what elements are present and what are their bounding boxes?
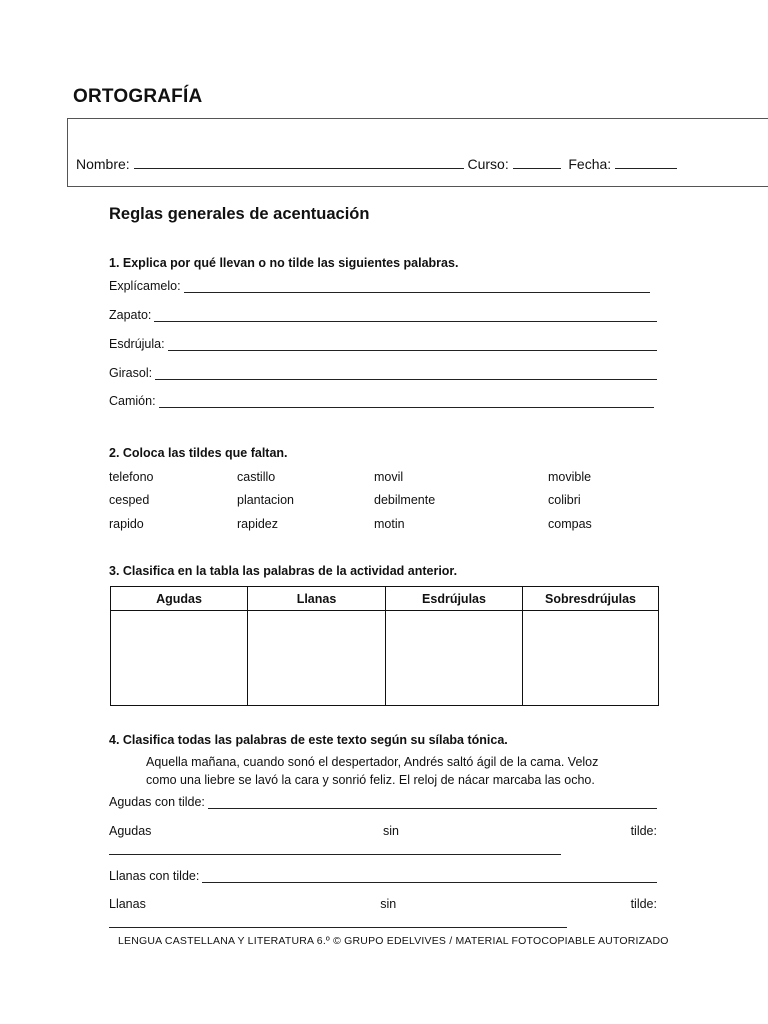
word: rapido <box>109 517 144 531</box>
word-label: Explícamelo: <box>109 279 181 293</box>
curso-field[interactable] <box>513 154 561 169</box>
classification-table <box>110 586 659 706</box>
answer-line-3[interactable] <box>109 337 657 351</box>
answer-rule[interactable] <box>184 281 650 293</box>
label-word: sin <box>380 897 397 911</box>
label-word: tilde: <box>630 897 657 911</box>
text-paragraph-line: como una liebre se lavó la cara y sonrió feliz. El reloj de nácar marcaba las ocho. <box>146 773 595 787</box>
answer-rule[interactable] <box>155 368 657 380</box>
column-header-esdrujulas: Esdrújulas <box>386 587 523 611</box>
student-info-box <box>67 118 768 187</box>
llanas-sin-tilde-rule[interactable] <box>109 915 567 928</box>
label-word: Llanas <box>109 897 146 911</box>
answer-line-4[interactable] <box>109 366 657 380</box>
label-word: sin <box>383 824 399 838</box>
column-header-agudas: Agudas <box>111 587 248 611</box>
llanas-con-tilde-line[interactable] <box>109 869 657 883</box>
agudas-con-tilde-line[interactable] <box>109 795 657 809</box>
answer-rule[interactable] <box>202 871 657 883</box>
llanas-con-tilde-label: Llanas con tilde: <box>109 869 200 883</box>
llanas-sin-tilde-label <box>109 897 657 911</box>
table-cell-sobresdrujulas[interactable] <box>523 611 659 706</box>
word: castillo <box>237 470 276 484</box>
student-info-line <box>76 154 677 172</box>
word-label: Girasol: <box>109 366 153 380</box>
section-heading: Reglas generales de acentuación <box>109 205 370 223</box>
column-header-llanas: Llanas <box>248 587 386 611</box>
word: debilmente <box>374 493 436 507</box>
answer-rule[interactable] <box>208 797 657 809</box>
word-label: Zapato: <box>109 308 152 322</box>
answer-rule[interactable] <box>168 339 657 351</box>
answer-line-5[interactable] <box>109 394 654 408</box>
table-cell-llanas[interactable] <box>248 611 386 706</box>
word: rapidez <box>237 517 278 531</box>
fecha-label: Fecha: <box>568 156 612 172</box>
label-word: tilde: <box>630 824 657 838</box>
question-3: 3. Clasifica en la tabla las palabras de la actividad anterior. <box>109 564 458 578</box>
word: cesped <box>109 493 150 507</box>
curso-label: Curso: <box>467 156 509 172</box>
table-cell-esdrujulas[interactable] <box>386 611 523 706</box>
question-1: 1. Explica por qué llevan o no tilde las siguientes palabras. <box>109 256 459 270</box>
answer-rule[interactable] <box>159 396 654 408</box>
word: colibri <box>548 493 581 507</box>
word: movible <box>548 470 592 484</box>
agudas-con-tilde-label: Agudas con tilde: <box>109 795 205 809</box>
agudas-sin-tilde-label <box>109 824 657 838</box>
text-paragraph-line: Aquella mañana, cuando sonó el despertador, Andrés saltó ágil de la cama. Veloz <box>146 755 599 769</box>
word: motin <box>374 517 405 531</box>
fecha-field[interactable] <box>615 154 677 169</box>
question-4: 4. Clasifica todas las palabras de este texto según su sílaba tónica. <box>109 733 508 747</box>
nombre-field[interactable] <box>134 154 464 169</box>
table-cell-agudas[interactable] <box>111 611 248 706</box>
word-label: Camión: <box>109 394 156 408</box>
question-2: 2. Coloca las tildes que faltan. <box>109 446 288 460</box>
answer-line-1[interactable] <box>109 279 650 293</box>
word: plantacion <box>237 493 294 507</box>
word: telefono <box>109 470 154 484</box>
word: movil <box>374 470 404 484</box>
agudas-sin-tilde-rule[interactable] <box>109 842 561 855</box>
answer-line-2[interactable] <box>109 308 657 322</box>
word: compas <box>548 517 592 531</box>
footer-text: LENGUA CASTELLANA Y LITERATURA 6.º © GRUPO EDELVIVES / MATERIAL FOTOCOPIABLE AUTORIZADO <box>118 935 669 947</box>
answer-rule[interactable] <box>154 310 657 322</box>
word-label: Esdrújula: <box>109 337 165 351</box>
nombre-label: Nombre: <box>76 156 130 172</box>
column-header-sobresdrujulas: Sobresdrújulas <box>523 587 659 611</box>
page-title: ORTOGRAFÍA <box>73 86 203 107</box>
label-word: Agudas <box>109 824 152 838</box>
